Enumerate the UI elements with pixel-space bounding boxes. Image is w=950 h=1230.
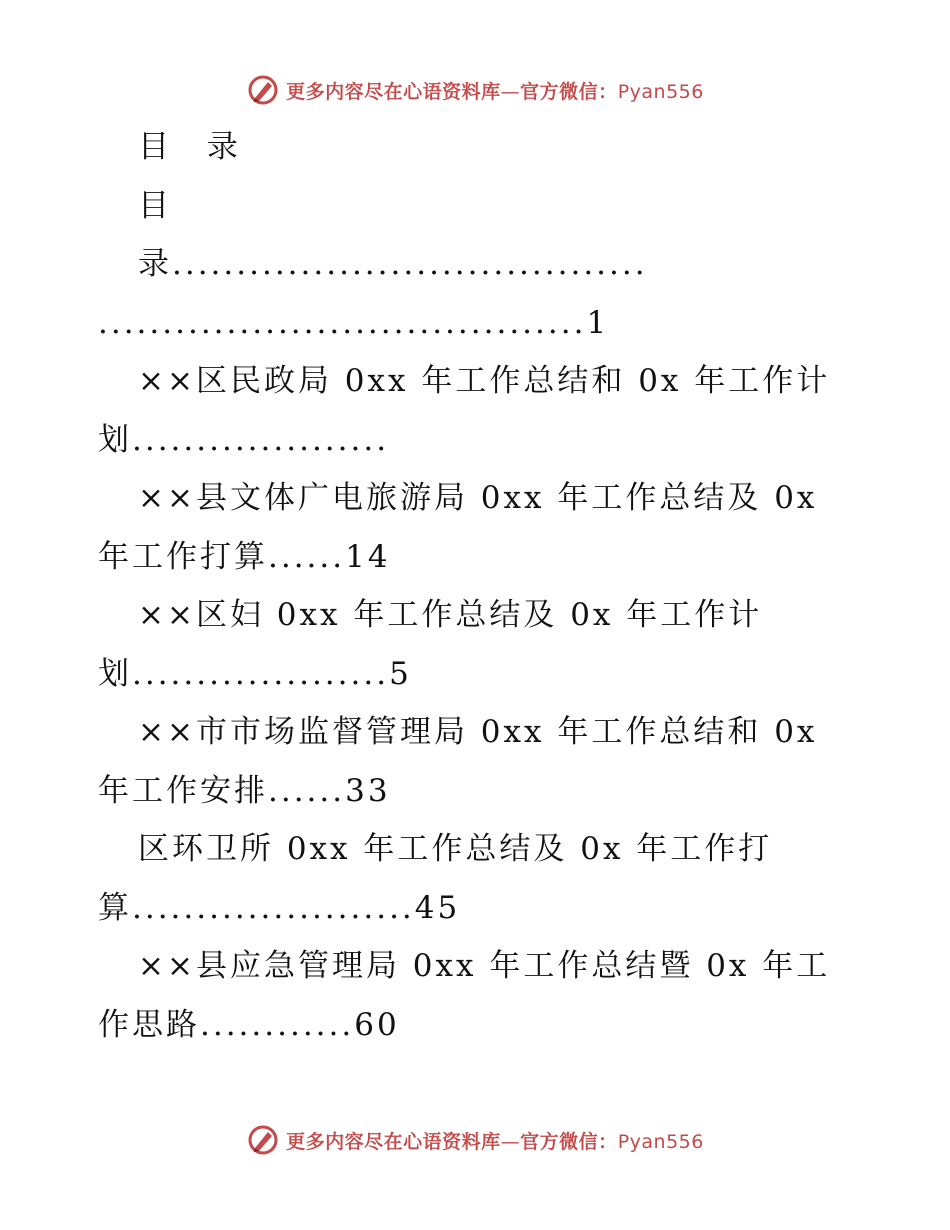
toc-entry-title: ××市市场监督管理局 0xx 年工作总结和 0x	[138, 714, 818, 750]
toc-line: 录.....................................	[138, 246, 648, 282]
toc-entry-title: 区环卫所 0xx 年工作总结及 0x 年工作打	[138, 831, 773, 867]
pen-logo-icon	[246, 1123, 280, 1157]
toc-line: 目	[138, 187, 172, 224]
banner-dash: —	[500, 80, 521, 103]
banner-official-text: 官方微信：	[520, 80, 618, 103]
toc-entry-title: ××区妇 0xx 年工作总结及 0x 年工作计	[138, 597, 763, 633]
toc-entry-continuation: 年工作安排......33	[98, 772, 391, 809]
banner-wechat-id: Pyan556	[617, 1130, 704, 1153]
banner-main-text: 更多内容尽在心语资料库	[286, 80, 501, 103]
toc-entry-continuation: 作思路............60	[98, 1006, 400, 1043]
toc-entry-title: ××县文体广电旅游局 0xx 年工作总结及 0x	[138, 480, 818, 516]
toc-entry-title: ××县应急管理局 0xx 年工作总结暨 0x 年工	[138, 948, 831, 984]
toc-entry-continuation: 划....................5	[98, 655, 412, 692]
footer-banner	[0, 1120, 950, 1160]
header-banner	[0, 70, 950, 110]
toc-entry-continuation: 划....................	[98, 421, 390, 458]
banner-main-text: 更多内容尽在心语资料库	[286, 1130, 501, 1153]
toc-heading: 目 录	[138, 129, 252, 165]
banner-dash: —	[500, 1130, 521, 1153]
toc-line: ......................................1	[98, 304, 610, 341]
pen-logo-icon	[246, 73, 280, 107]
banner-inner	[246, 73, 704, 107]
toc-entry-title: ××区民政局 0xx 年工作总结和 0x 年工作计	[138, 363, 831, 399]
toc-content	[98, 118, 838, 1054]
banner-text	[286, 1127, 704, 1154]
banner-wechat-id: Pyan556	[617, 80, 704, 103]
toc-entry-continuation: 算......................45	[98, 889, 461, 926]
banner-text	[286, 77, 704, 104]
banner-official-text: 官方微信：	[520, 1130, 618, 1153]
banner-inner	[246, 1123, 704, 1157]
toc-entry-continuation: 年工作打算......14	[98, 538, 391, 575]
